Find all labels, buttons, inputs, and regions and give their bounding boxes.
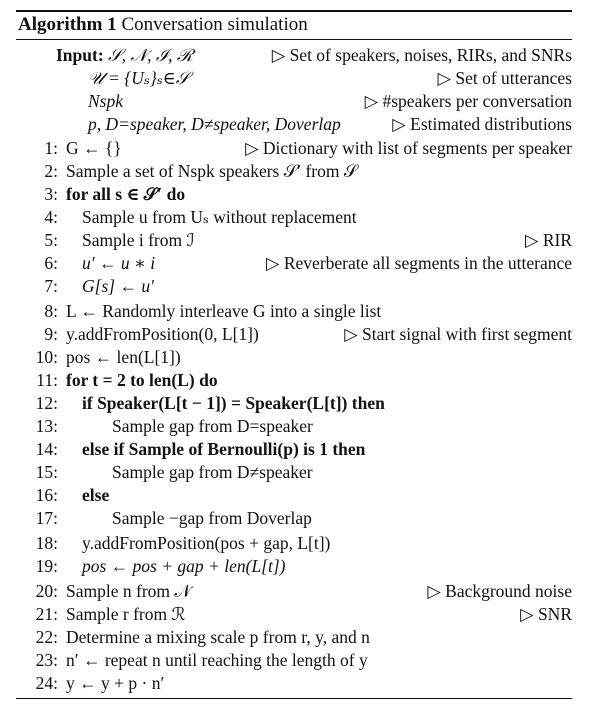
step-16 (18, 484, 572, 506)
step-11 (18, 369, 572, 391)
step-9 (18, 323, 572, 345)
step-text: Sample gap from D≠speaker (112, 462, 313, 482)
input-comment: ▷ Set of utterances (437, 68, 572, 88)
line-number: 15: (35, 462, 58, 482)
line-number: 23: (35, 650, 58, 670)
input-row-1 (18, 44, 572, 66)
step-text: for t = 2 to len(L) do (66, 370, 218, 390)
step-15 (18, 461, 572, 483)
line-number: 7: (44, 276, 58, 296)
step-text: n′ ← repeat n until reaching the length of y (66, 650, 368, 670)
line-number: 13: (35, 416, 58, 436)
step-10 (18, 346, 572, 368)
step-21 (18, 603, 572, 625)
input-expr: Nspk (88, 91, 123, 111)
title-rule (16, 39, 572, 40)
input-expr: 𝒮, 𝒩, ℐ, ℛ (108, 45, 194, 65)
input-expr: 𝒰 = {Uₛ}ₛ∈𝒮 (88, 68, 190, 88)
step-comment: ▷ Dictionary with list of segments per speaker (245, 138, 572, 158)
step-24 (18, 672, 572, 694)
line-number: 11: (36, 370, 58, 390)
step-12 (18, 392, 572, 414)
step-4 (18, 206, 572, 228)
input-comment: ▷ Estimated distributions (392, 114, 572, 134)
line-number: 5: (44, 230, 58, 250)
step-7 (18, 275, 572, 297)
step-text: Sample gap from D=speaker (112, 416, 313, 436)
input-expr: p, D=speaker, D≠speaker, Doverlap (88, 114, 341, 134)
line-number: 19: (35, 556, 58, 576)
line-number: 22: (35, 627, 58, 647)
step-3 (18, 183, 572, 205)
step-text: Sample a set of Nspk speakers 𝒮′ from 𝒮 (66, 161, 358, 181)
step-comment: ▷ SNR (520, 604, 572, 624)
step-text: Sample n from 𝒩 (66, 581, 192, 601)
line-number: 20: (35, 581, 58, 601)
line-number: 14: (35, 439, 58, 459)
step-14 (18, 438, 572, 460)
line-number: 1: (44, 138, 58, 158)
step-text: Determine a mixing scale p from r, y, and n (66, 627, 370, 647)
step-comment: ▷ Reverberate all segments in the utterance (266, 253, 572, 273)
step-text: Sample r from ℛ (66, 604, 186, 624)
step-2 (18, 160, 572, 182)
step-17 (18, 507, 572, 529)
step-text: else if Sample of Bernoulli(p) is 1 then (82, 439, 366, 459)
line-number: 18: (35, 533, 58, 553)
line-number: 9: (44, 324, 58, 344)
step-text: y.addFromPosition(pos + gap, L[t]) (82, 533, 331, 553)
algorithm-label: Algorithm 1 (18, 14, 117, 35)
algorithm-name: Conversation simulation (121, 14, 308, 35)
line-number: 24: (35, 673, 58, 693)
step-23 (18, 649, 572, 671)
line-number: 12: (35, 393, 58, 413)
algorithm-title (18, 14, 308, 36)
step-text: u′ ← u ∗ i (82, 253, 156, 273)
step-text: G ← {} (66, 138, 122, 158)
line-number: 8: (44, 301, 58, 321)
step-20 (18, 580, 572, 602)
step-comment: ▷ RIR (524, 230, 572, 250)
step-text: y.addFromPosition(0, L[1]) (66, 324, 259, 344)
input-row-4 (18, 113, 572, 135)
step-13 (18, 415, 572, 437)
step-text: for all s ∈ 𝒮′ do (66, 184, 186, 204)
step-text: Sample u from Uₛ without replacement (82, 207, 357, 227)
step-text: Sample i from ℐ (82, 230, 195, 250)
line-number: 17: (35, 508, 58, 528)
line-number: 10: (35, 347, 58, 367)
step-text: pos ← pos + gap + len(L[t]) (82, 556, 286, 576)
step-text: y ← y + p · n′ (66, 673, 165, 693)
step-text: G[s] ← u′ (82, 276, 154, 296)
step-comment: ▷ Start signal with first segment (344, 324, 572, 344)
step-comment: ▷ Background noise (427, 581, 572, 601)
line-number: 2: (44, 161, 58, 181)
input-label: Input: (56, 45, 104, 65)
step-text: Sample −gap from Doverlap (112, 508, 312, 528)
line-number: 3: (44, 184, 58, 204)
step-text: pos ← len(L[1]) (66, 347, 181, 367)
line-number: 16: (35, 485, 58, 505)
input-row-3 (18, 90, 572, 112)
line-number: 4: (44, 207, 58, 227)
line-number: 6: (44, 253, 58, 273)
step-19 (18, 555, 572, 577)
step-text: if Speaker(L[t − 1]) = Speaker(L[t]) then (82, 393, 385, 413)
input-comment: ▷ #speakers per conversation (364, 91, 572, 111)
step-text: L ← Randomly interleave G into a single list (66, 301, 382, 321)
step-18 (18, 532, 572, 554)
line-number: 21: (35, 604, 58, 624)
step-6 (18, 252, 572, 274)
step-22 (18, 626, 572, 648)
step-1 (18, 137, 572, 159)
input-comment: ▷ Set of speakers, noises, RIRs, and SNRs (271, 45, 572, 65)
top-rule (16, 10, 572, 12)
step-text: else (82, 485, 110, 505)
step-5 (18, 229, 572, 251)
step-8 (18, 300, 572, 322)
bottom-rule (16, 698, 572, 699)
input-row-2 (18, 67, 572, 89)
